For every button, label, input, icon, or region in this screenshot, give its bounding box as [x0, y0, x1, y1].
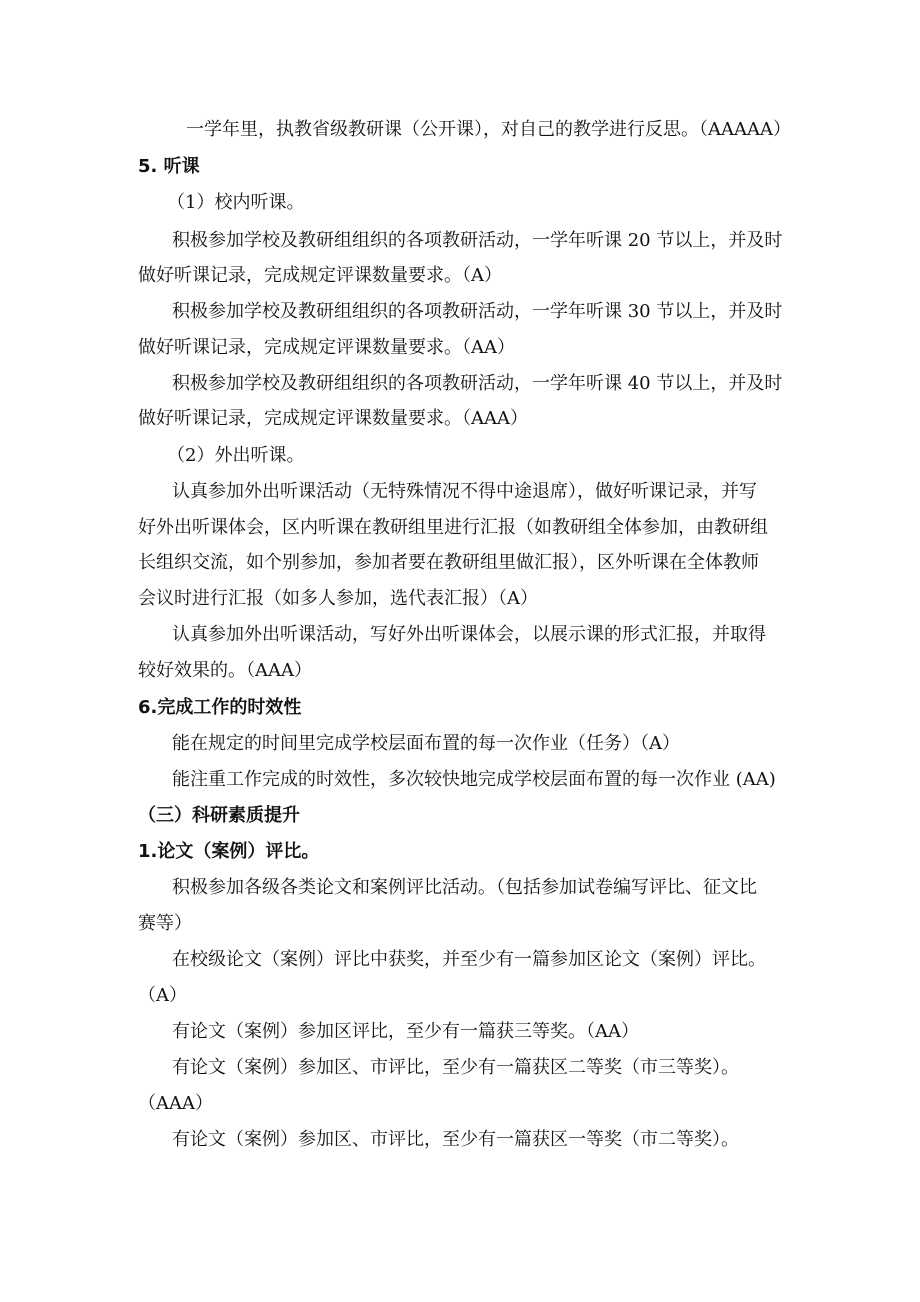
intro-line: 一学年里，执教省级教研课（公开课），对自己的教学进行反思。（AAAAA） [186, 119, 791, 140]
paragraph-line: 认真参加外出听课活动（无特殊情况不得中途退席），做好听课记录，并写 [172, 481, 757, 502]
paragraph-line: 较好效果的。（AAA） [138, 660, 312, 681]
paragraph-line: 有论文（案例）参加区、市评比，至少有一篇获区二等奖（市三等奖）。 [172, 1057, 739, 1078]
paragraph-line: 积极参加学校及教研组组织的各项教研活动，一学年听课 40 节以上，并及时 [172, 373, 783, 394]
section-5-subtitle-1: （1）校内听课。 [167, 192, 305, 213]
subsection-1-title: 1.论文（案例）评比。 [138, 841, 320, 862]
section-6-title: 6.完成工作的时效性 [138, 697, 302, 718]
paragraph-line: 做好听课记录，完成规定评课数量要求。（AA） [138, 337, 515, 358]
paragraph-line: 积极参加学校及教研组组织的各项教研活动，一学年听课 30 节以上，并及时 [172, 301, 783, 322]
paragraph-line: 做好听课记录，完成规定评课数量要求。（AAA） [138, 408, 528, 429]
paragraph-line: 在校级论文（案例）评比中获奖，并至少有一篇参加区论文（案例）评比。 [172, 949, 766, 970]
paragraph-line: 积极参加各级各类论文和案例评比活动。（包括参加试卷编写评比、征文比 [172, 877, 757, 898]
paragraph-line: 有论文（案例）参加区评比，至少有一篇获三等奖。（AA） [172, 1021, 639, 1042]
section-5-title: 5. 听课 [138, 156, 200, 177]
section-5-subtitle-2: （2）外出听课。 [167, 445, 305, 466]
part-3-title: （三）科研素质提升 [138, 805, 300, 826]
paragraph-line: 认真参加外出听课活动，写好外出听课体会，以展示课的形式汇报，并取得 [172, 624, 766, 645]
paragraph-line: 赛等） [138, 913, 192, 934]
paragraph-line: 好外出听课体会，区内听课在教研组里进行汇报（如教研组全体参加，由教研组 [138, 517, 768, 538]
paragraph-line: 积极参加学校及教研组组织的各项教研活动，一学年听课 20 节以上，并及时 [172, 230, 783, 251]
paragraph-line: 能在规定的时间里完成学校层面布置的每一次作业（任务）（A） [172, 733, 680, 754]
paragraph-line: 会议时进行汇报（如多人参加，选代表汇报）（A） [138, 588, 538, 609]
paragraph-line: 能注重工作完成的时效性，多次较快地完成学校层面布置的每一次作业 (AA) [172, 769, 776, 790]
paragraph-line: （A） [138, 985, 187, 1006]
paragraph-line: （AAA） [138, 1093, 213, 1114]
paragraph-line: 有论文（案例）参加区、市评比，至少有一篇获区一等奖（市二等奖）。 [172, 1129, 739, 1150]
paragraph-line: 做好听课记录，完成规定评课数量要求。（A） [138, 265, 502, 286]
paragraph-line: 长组织交流，如个别参加，参加者要在教研组里做汇报），区外听课在全体教师 [138, 552, 759, 573]
